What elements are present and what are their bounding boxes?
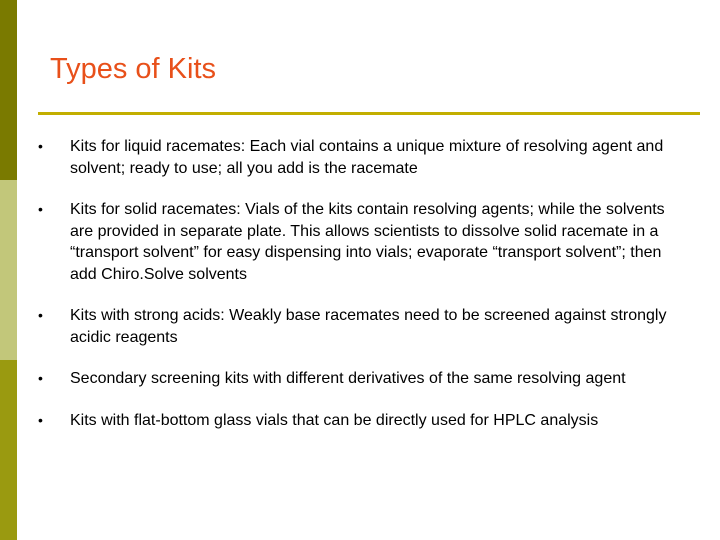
bullet-item-secondary-screening <box>38 368 688 390</box>
bullet-icon: • <box>38 411 43 428</box>
side-bar-segment-top <box>0 0 17 180</box>
bullet-icon: • <box>38 201 43 217</box>
side-bar-segment-middle <box>0 180 17 360</box>
bullet-text: Kits with strong acids: Weakly base racemates need to be screened against strongly acidic reagents <box>70 307 667 346</box>
bullet-item-solid-racemates <box>38 199 688 285</box>
bullet-item-strong-acids <box>38 305 688 348</box>
slide-title: Types of Kits <box>50 53 217 85</box>
bullet-item-flat-bottom-vials <box>38 410 688 432</box>
bullet-icon: • <box>38 138 43 154</box>
bullet-icon: • <box>38 370 43 386</box>
bullet-item-liquid-racemates <box>38 136 688 179</box>
title-underline <box>38 112 700 115</box>
bullet-list <box>38 136 688 431</box>
bullet-text: Secondary screening kits with different derivatives of the same resolving agent <box>70 370 626 387</box>
bullet-text: Kits with flat-bottom glass vials that can be directly used for HPLC analysis <box>70 411 599 429</box>
bullet-text: Kits for solid racemates: Vials of the kits contain resolving agents; while the solvents are provided in separate plate. This allows scientists to dissolve solid racemate in a “transport solvent” for easy dispensing into vials; evaporate “transport solvent”; then add Chiro.Solve solvents <box>70 201 665 283</box>
bullet-text: Kits for liquid racemates: Each vial contains a unique mixture of resolving agent and solvent; ready to use; all you add is the racemate <box>70 138 664 177</box>
decorative-side-bar <box>0 0 17 540</box>
side-bar-segment-bottom <box>0 360 17 540</box>
bullet-icon: • <box>38 307 43 323</box>
